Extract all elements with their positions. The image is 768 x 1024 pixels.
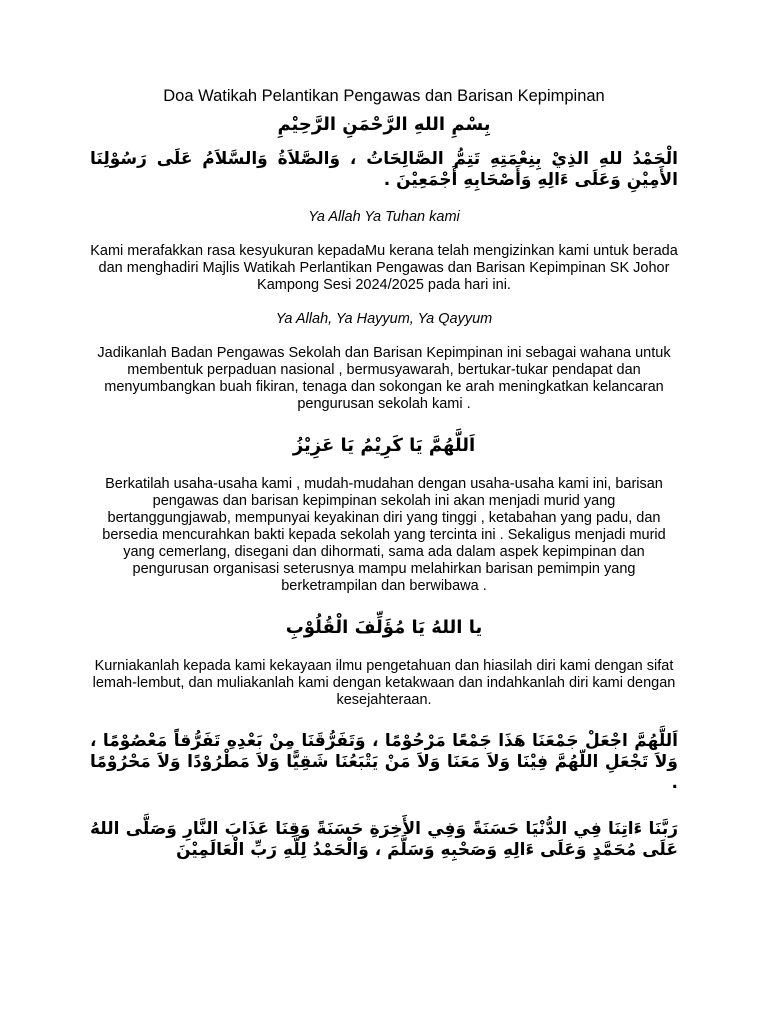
hamdalah-text: الْحَمْدُ للهِ الذِيْ بِنِعْمَتِهِ تَتِمُّ الصَّالِحَاتُ ، وَالصَّلاَةُ وَالسَّلاَمُ عَلَى رَسُوْلِنَا الأَمِيْنِ وَعَلَى ءَالِهِ وَأَصْحَابِهِ أَجْمَعِيْنَ .	[90, 149, 678, 190]
arabic-dua-gathering: اَللَّهُمَّ اجْعَلْ جَمْعَنَا هَذَا جَمْعًا مَرْحُوْمًا ، وَتَفَرُّقَنَا مِنْ بَعْدِهِ تَفَرُّقاً مَعْصُوْمًا ، وَلاَ تَجْعَلِ اللّهُمَّ فِيْنَا وَلاَ مَعَنَا وَلاَ مَنْ يَتْبَعُنَا شَقِيًّا وَلاَ مَطْرُوْدًا وَلاَ مَحْرُوْمًا .	[90, 731, 678, 793]
invocation-line-1: Ya Allah Ya Tuhan kami	[308, 209, 460, 225]
paragraph-blessing: Berkatilah usaha-usaha kami , mudah-mudahan dengan usaha-usaha kami ini, barisan pengawas dan barisan kepimpinan sekolah ini akan menjadi murid yang bertanggungjawab, mempunyai keyakinan diri yang tinggi , ketabahan yang padu, dan bersedia mencurahkan bakti kepada sekolah yang tercinta ini . Sekaligus menjadi murid yang cemerlang, disegani dan dihormati, sama ada dalam aspek kepimpinan dan pengurusan organisasi seterusnya mampu melahirkan barisan pemimpin yang berketrampilan dan berwibawa .	[102, 476, 666, 594]
paragraph-gratitude: Kami merafakkan rasa kesyukuran kepadaMu kerana telah mengizinkan kami untuk berada dan menghadiri Majlis Watikah Perlantikan Pengawas dan Barisan Kepimpinan SK Johor Kampong Sesi 2024/2025 pada hari ini.	[90, 243, 678, 293]
arabic-invocation-2: يا اللهُ يَا مُؤَلِّفَ الْقُلُوْبِ	[285, 617, 483, 638]
arabic-invocation-1: اَللَّهُمَّ يَا كَرِيْمُ يَا عَزِيْزُ	[292, 435, 476, 456]
invocation-line-2: Ya Allah, Ya Hayyum, Ya Qayyum	[275, 311, 493, 327]
paragraph-unity: Jadikanlah Badan Pengawas Sekolah dan Barisan Kepimpinan ini sebagai wahana untuk membentuk perpaduan nasional , bermusyawarah, bertukar-tukar pendapat dan menyumbangkan buah fikiran, tenaga dan sokongan ke arah meningkatkan kelancaran pengurusan sekolah kami .	[97, 345, 671, 412]
document-title: Doa Watikah Pelantikan Pengawas dan Barisan Kepimpinan	[163, 87, 605, 105]
paragraph-knowledge: Kurniakanlah kepada kami kekayaan ilmu pengetahuan dan hiasilah diri kami dengan sifat lemah-lembut, dan muliakanlah kami dengan ketakwaan dan indahkanlah diri kami dengan kesejahteraan.	[92, 658, 676, 708]
arabic-dua-closing: رَبَّنَا ءَاتِنَا فِي الدُّنْيَا حَسَنَةً وَفِي الأَخِرَةِ حَسَنَةً وَقِنَا عَذَابَ النَّارِ وَصَلَّى اللهُ عَلَى مُحَمَّدٍ وَعَلَى ءَالِهِ وَصَحْبِهِ وَسَلَّمَ ، وَالْحَمْدُ لِلَّهِ رَبِّ الْعَالَمِيْنَ	[90, 819, 678, 860]
bismillah-text: بِسْمِ اللهِ الرَّحْمَنِ الرَّحِيْمِ	[277, 114, 491, 135]
document-page	[90, 84, 678, 861]
